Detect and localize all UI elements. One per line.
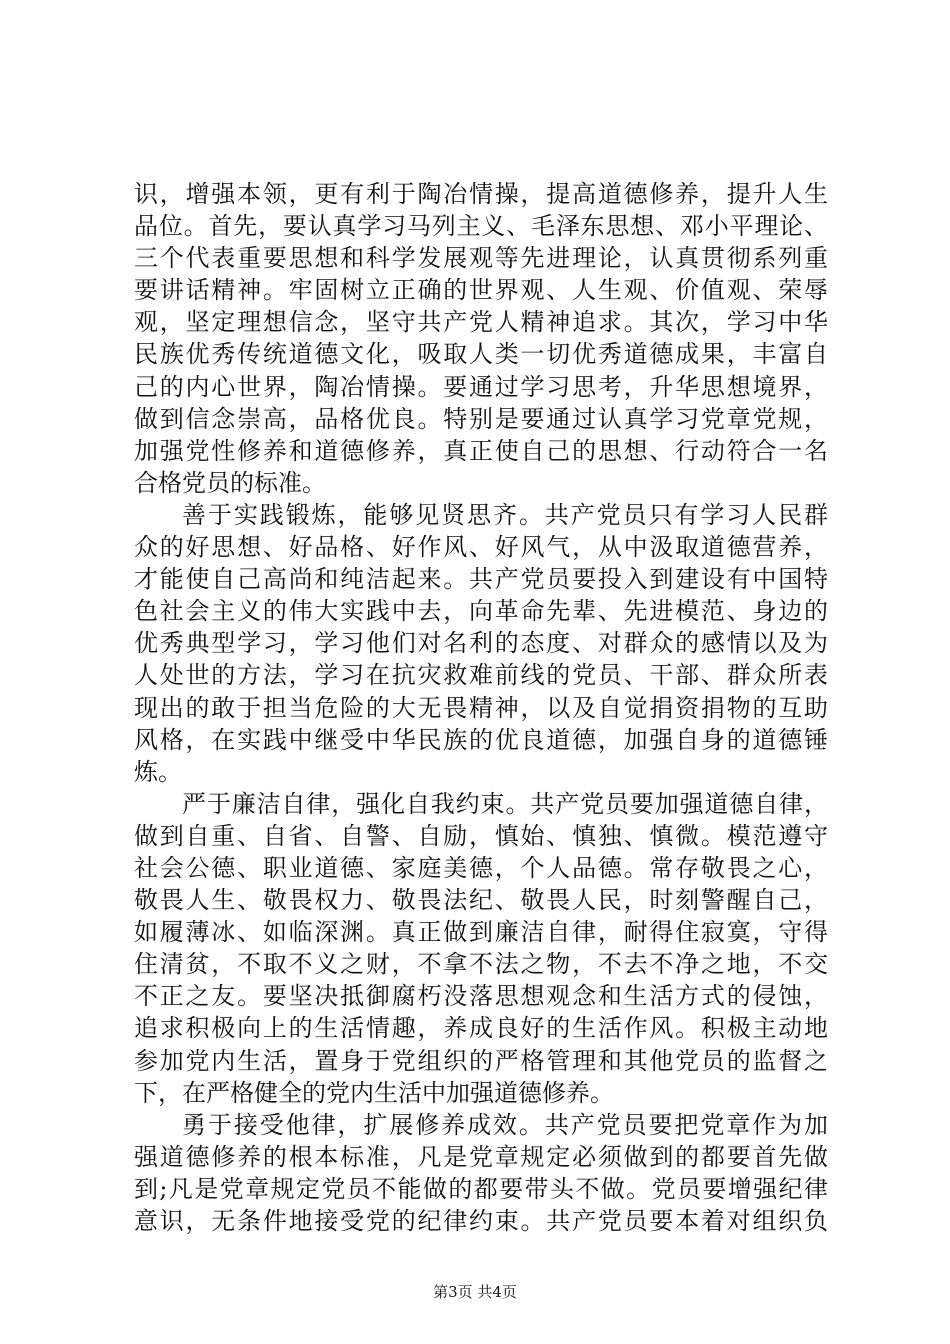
paragraph-start-line: 严于廉洁自律，强化自我约束。共产党员要加强道德自律，: [182, 789, 828, 818]
text-line: 敬畏人生、敬畏权力、敬畏法纪、敬畏人民，时刻警醒自己，: [134, 886, 828, 915]
text-line: 追求积极向上的生活情趣，养成良好的生活作风。积极主动地: [134, 1014, 828, 1043]
page-footer: [0, 1282, 950, 1302]
text-line: 己的内心世界，陶冶情操。要通过学习思考，升华思想境界，: [134, 372, 828, 401]
text-line: 合格党员的标准。: [134, 468, 326, 497]
text-line: 三个代表重要思想和科学发展观等先进理论，认真贯彻系列重: [134, 244, 828, 273]
text-line: 风格，在实践中继受中华民族的优良道德，加强自身的道德锤: [134, 725, 828, 754]
text-line: 人处世的方法，学习在抗灾救难前线的党员、干部、群众所表: [134, 661, 828, 690]
text-line: 才能使自己高尚和纯洁起来。共产党员要投入到建设有中国特: [134, 565, 828, 594]
paragraph-start-line: 善于实践锻炼，能够见贤思齐。共产党员只有学习人民群: [182, 500, 828, 529]
text-line: 现出的敢于担当危险的大无畏精神，以及自觉捐资捐物的互助: [134, 693, 828, 722]
paragraph-start-line: 勇于接受他律，扩展修养成效。共产党员要把党章作为加: [182, 1110, 828, 1139]
text-line: 众的好思想、好品格、好作风、好风气，从中汲取道德营养，: [134, 533, 828, 562]
body-text: [134, 178, 828, 1237]
text-line: 炼。: [134, 757, 182, 786]
text-line: 社会公德、职业道德、家庭美德，个人品德。常存敬畏之心，: [134, 853, 828, 882]
text-line: 参加党内生活，置身于党组织的严格管理和其他党员的监督之: [134, 1046, 828, 1075]
text-line: 民族优秀传统道德文化，吸取人类一切优秀道德成果，丰富自: [134, 340, 828, 369]
text-line: 做到自重、自省、自警、自励，慎始、慎独、慎微。模范遵守: [134, 821, 828, 850]
text-line: 下，在严格健全的党内生活中加强道德修养。: [134, 1078, 614, 1107]
text-line: 不正之友。要坚决抵御腐朽没落思想观念和生活方式的侵蚀，: [134, 982, 828, 1011]
text-line: 要讲话精神。牢固树立正确的世界观、人生观、价值观、荣辱: [134, 276, 828, 305]
text-line: 强道德修养的根本标准，凡是党章规定必须做到的都要首先做: [134, 1142, 828, 1171]
text-line: 优秀典型学习，学习他们对名利的态度、对群众的感情以及为: [134, 629, 828, 658]
text-line: 到;凡是党章规定党员不能做的都要带头不做。党员要增强纪律: [134, 1174, 828, 1203]
text-line: 做到信念崇高，品格优良。特别是要通过认真学习党章党规，: [134, 404, 828, 433]
text-line: 意识，无条件地接受党的纪律约束。共产党员要本着对组织负: [134, 1207, 828, 1235]
text-line: 识，增强本领，更有利于陶冶情操，提高道德修养，提升人生: [134, 180, 828, 208]
page-number-label: 第3页 共4页: [433, 1283, 517, 1301]
text-line: 品位。首先，要认真学习马列主义、毛泽东思想、邓小平理论、: [134, 212, 828, 241]
text-line: 加强党性修养和道德修养，真正使自己的思想、行动符合一名: [134, 436, 828, 465]
text-line: 色社会主义的伟大实践中去，向革命先辈、先进模范、身边的: [134, 597, 828, 626]
text-line: 如履薄冰、如临深渊。真正做到廉洁自律，耐得住寂寞，守得: [134, 918, 828, 947]
text-line: 住清贫，不取不义之财，不拿不法之物，不去不净之地，不交: [134, 950, 828, 979]
text-line: 观，坚定理想信念，坚守共产党人精神追求。其次，学习中华: [134, 308, 828, 337]
